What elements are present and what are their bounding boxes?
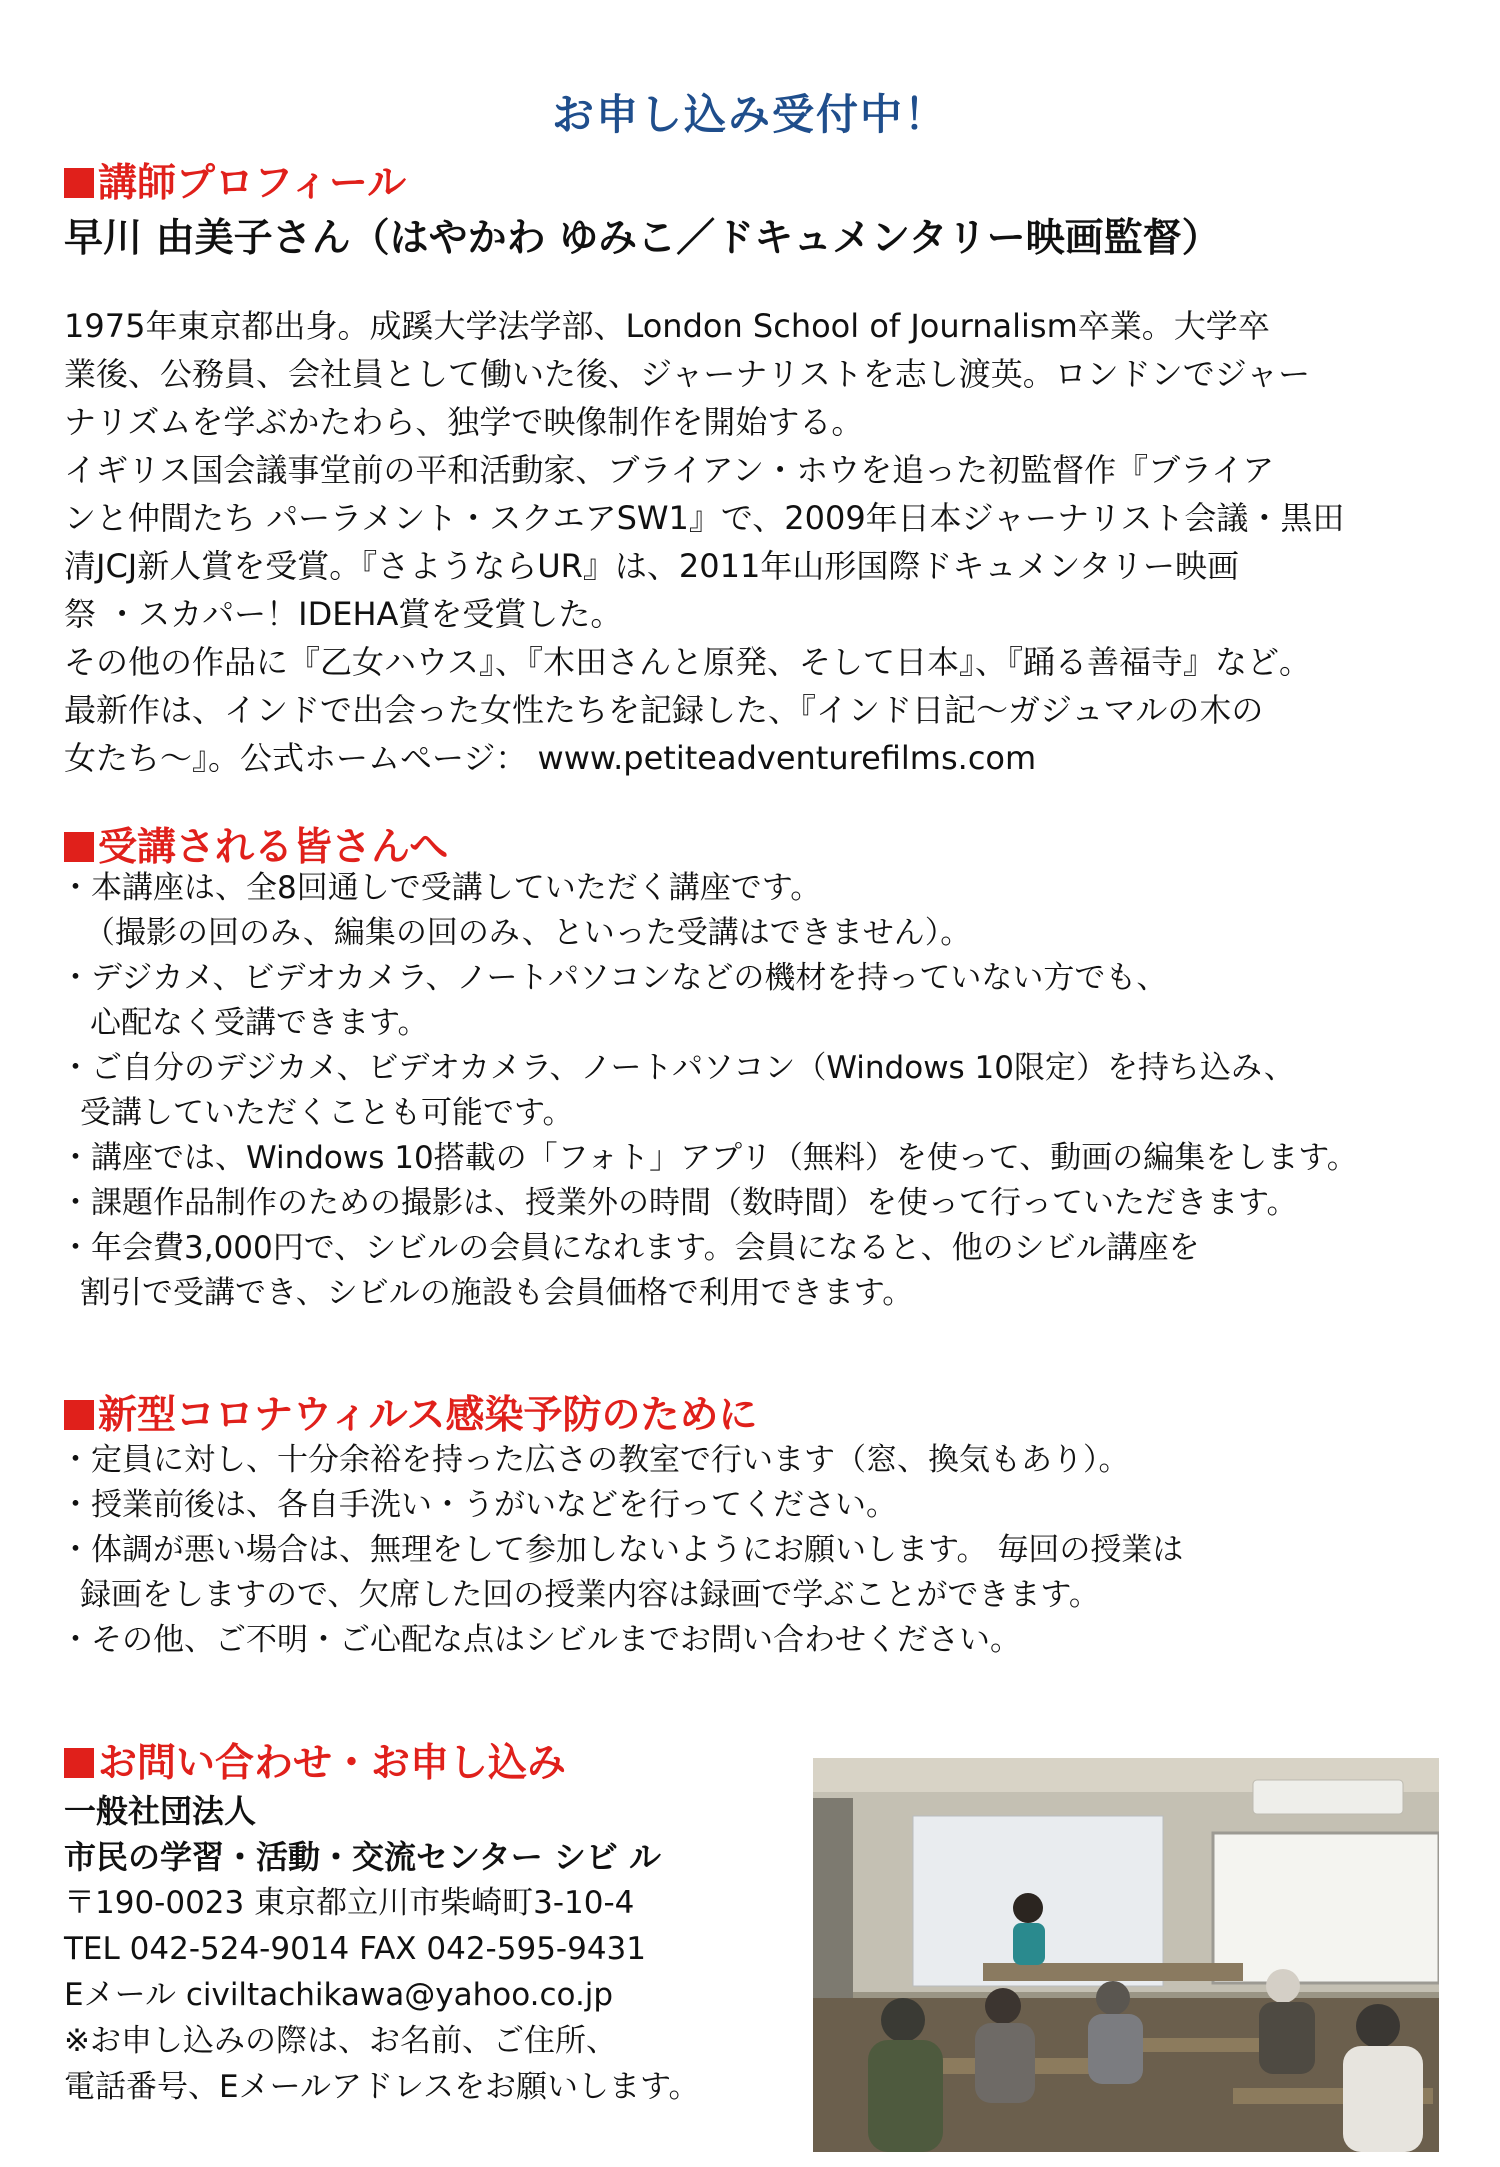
profile-line: 清JCJ新人賞を受賞。『さようならUR』は、2011年山形国際ドキュメンタリー映画 [64, 547, 1240, 585]
address: 〒190-0023 東京都立川市柴崎町3-10-4 [64, 1885, 635, 1921]
list-item-continuation: 受講していただくことも可能です。 [80, 1095, 574, 1131]
classroom-illustration [813, 1758, 1439, 2152]
list-item: ・講座では、Windows 10搭載の「フォト」アプリ（無料）を使って、動画の編集をします。 [60, 1140, 1358, 1176]
profile-line: 祭 ・スカパー！IDEHA賞を受賞した。 [64, 595, 623, 633]
list-item: ・課題作品制作のための撮影は、授業外の時間（数時間）を使って行っていただきます。 [60, 1185, 1298, 1221]
profile-heading [64, 152, 406, 208]
instructor-name: 早川 由美子さん（はやかわ ゆみこ／ドキュメンタリー映画監督） [64, 216, 1221, 261]
list-item: ・年会費3,000円で、シビルの会員になれます。会員になると、他のシビル講座を [60, 1230, 1200, 1266]
list-item-continuation: 録画をしますので、欠席した回の授業内容は録画で学ぶことができます。 [80, 1577, 1100, 1613]
corona-heading-text: 新型コロナウィルス感染予防のために [98, 1393, 758, 1438]
org-type: 一般社団法人 [64, 1792, 257, 1830]
profile-line: ンと仲間たち パーラメント・スクエアSW1』で、2009年日本ジャーナリスト会議・黒田 [64, 499, 1345, 537]
corona-list [60, 1438, 1183, 1663]
profile-line: イギリス国会議事堂前の平和活動家、ブライアン・ホウを追った初監督作『ブライア [64, 451, 1275, 489]
list-item: ・その他、ご不明・ご心配な点はシビルまでお問い合わせください。 [60, 1622, 1021, 1658]
square-bullet-icon [64, 1748, 94, 1778]
application-note: ※お申し込みの際は、お名前、ご住所、 [64, 2023, 617, 2059]
profile-text [64, 302, 1344, 782]
contact-block [64, 1788, 700, 2110]
list-item: ・デジカメ、ビデオカメラ、ノートパソコンなどの機材を持っていない方でも、 [60, 960, 1168, 996]
profile-line: ナリズムを学ぶかたわら、独学で映像制作を開始する。 [64, 403, 864, 441]
list-item-continuation: （撮影の回のみ、編集の回のみ、といった受講はできません）。 [84, 915, 972, 951]
square-bullet-icon [64, 1400, 94, 1430]
list-item: ・定員に対し、十分余裕を持った広さの教室で行います（窓、換気もあり）。 [60, 1442, 1130, 1478]
org-name: 市民の学習・活動・交流センター シビ ル [64, 1838, 662, 1876]
profile-line: 最新作は、インドで出会った女性たちを記録した、『インド日記～ガジュマルの木の [64, 691, 1264, 729]
email[interactable]: Eメール civiltachikawa@yahoo.co.jp [64, 1977, 614, 2013]
corona-heading [64, 1384, 758, 1440]
profile-line: 1975年東京都出身。成蹊大学法学部、London School of Journalism卒業。大学卒 [64, 307, 1270, 345]
application-note: 電話番号、Eメールアドレスをお願いします。 [64, 2069, 700, 2105]
profile-heading-text: 講師プロフィール [98, 161, 407, 206]
list-item: ・授業前後は、各自手洗い・うがいなどを行ってください。 [60, 1487, 897, 1523]
contact-heading [64, 1732, 566, 1788]
profile-line: その他の作品に『乙女ハウス』、『木田さんと原発、そして日本』、『踊る善福寺』など。 [64, 643, 1312, 681]
classroom-photo [813, 1758, 1439, 2152]
profile-line: 女たち～』。公式ホームページ： www.petiteadventurefilms.com [64, 739, 1037, 777]
list-item: ・ご自分のデジカメ、ビデオカメラ、ノートパソコン（Windows 10限定）を持ち込み、 [60, 1050, 1295, 1086]
students-heading-text: 受講される皆さんへ [98, 825, 449, 870]
list-item-continuation: 割引で受講でき、シビルの施設も会員価格で利用できます。 [80, 1275, 914, 1311]
contact-heading-text: お問い合わせ・お申し込み [98, 1741, 567, 1786]
application-banner: お申し込み受付中！ [551, 90, 948, 139]
list-item-continuation: 心配なく受講できます。 [90, 1005, 429, 1041]
students-list [60, 866, 1358, 1316]
phone-fax: TEL 042-524-9014 FAX 042-595-9431 [64, 1931, 646, 1967]
list-item: ・体調が悪い場合は、無理をして参加しないようにお願いします。 毎回の授業は [60, 1532, 1184, 1568]
square-bullet-icon [64, 832, 94, 862]
profile-line: 業後、公務員、会社員として働いた後、ジャーナリストを志し渡英。ロンドンでジャー [64, 355, 1311, 393]
square-bullet-icon [64, 168, 94, 198]
students-heading [64, 816, 448, 872]
list-item: ・本講座は、全8回通しで受講していただく講座です。 [60, 870, 822, 906]
